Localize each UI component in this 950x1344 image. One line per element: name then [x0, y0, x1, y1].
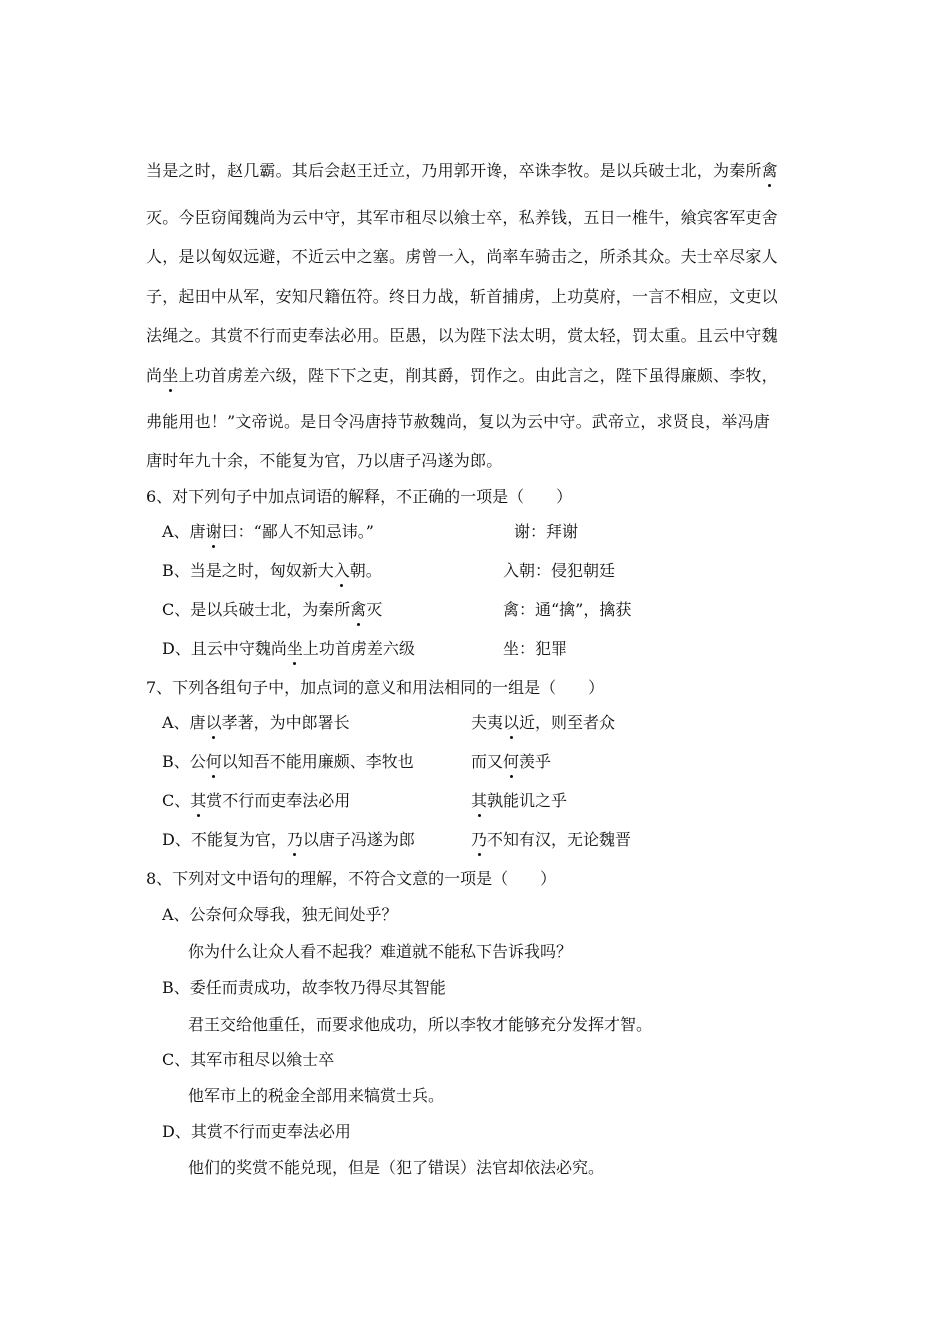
- option-b-pair: 而又何羡乎: [471, 752, 552, 771]
- emphasis-char: 何: [205, 752, 222, 771]
- option-c: C、其赏不行而吏奉法必用: [162, 791, 351, 810]
- option-b: B、当是之时，匈奴新大入朝。: [162, 561, 382, 580]
- option-a: A、公奈何众辱我，独无间处乎？: [162, 905, 398, 924]
- passage-line: 人，是以匈奴远避，不近云中之塞。虏曾一入，尚率车骑击之，所杀其众。夫士卒尽家人: [146, 247, 778, 266]
- question-stem: 8、下列对文中语句的理解，不符合文意的一项是（ ）: [146, 869, 557, 888]
- emphasis-char: 禽: [761, 161, 778, 180]
- passage-line: 法绳之。其赏不行而吏奉法必用。臣愚，以为陛下法太明，赏太轻，罚太重。且云中守魏: [146, 326, 778, 345]
- emphasis-char: 以: [205, 713, 222, 732]
- emphasis-char: 其: [471, 791, 488, 810]
- option-c: C、其军市租尽以飨士卒: [162, 1050, 335, 1069]
- passage-line: 弗能用也！”文帝说。是日令冯唐持节赦魏尚，复以为云中守。武帝立，求贤良，举冯唐: [146, 412, 770, 431]
- emphasis-char: 坐: [286, 639, 303, 658]
- passage-line: 灭。今臣窃闻魏尚为云中守，其军市租尽以飨士卒，私养钱，五日一椎牛，飨宾客军吏舍: [146, 208, 778, 227]
- emphasis-char: 以: [503, 713, 520, 732]
- passage-line: 当是之时，赵几霸。其后会赵王迁立，乃用郭开谗，卒诛李牧。是以兵破士北，为秦所禽: [146, 161, 778, 180]
- option-a-explanation: 你为什么让众人看不起我？难道就不能私下告诉我吗？: [188, 942, 573, 961]
- emphasis-char: 禽: [350, 600, 367, 619]
- option-c-pair: 其孰能讥之乎: [471, 791, 568, 810]
- option-d-explanation: 坐：犯罪: [503, 639, 568, 658]
- option-a-pair: 夫夷以近，则至者众: [471, 713, 616, 732]
- option-c-explanation: 他军市上的税金全部用来犒赏士兵。: [188, 1086, 445, 1105]
- option-c: C、是以兵破士北，为秦所禽灭: [162, 600, 383, 619]
- option-b: B、公何以知吾不能用廉颇、李牧也: [162, 752, 414, 771]
- option-d: D、且云中守魏尚坐上功首虏差六级: [162, 639, 415, 658]
- option-c-explanation: 禽：通“擒”，擒获: [503, 600, 632, 619]
- option-d-pair: 乃不知有汉，无论魏晋: [471, 830, 632, 849]
- emphasis-char: 入: [333, 561, 350, 580]
- option-d: D、不能复为官，乃以唐子冯遂为郎: [162, 830, 415, 849]
- option-b-explanation: 入朝：侵犯朝廷: [503, 561, 616, 580]
- question-stem: 6、对下列句子中加点词语的解释，不正确的一项是（ ）: [146, 487, 573, 506]
- option-b-explanation: 君王交给他重任，而要求他成功，所以李牧才能够充分发挥才智。: [188, 1015, 653, 1034]
- emphasis-char: 其: [190, 791, 207, 810]
- option-a: A、唐谢曰：“鄙人不知忌讳。”: [162, 522, 374, 541]
- option-a: A、唐以孝著，为中郎署长: [162, 713, 350, 732]
- emphasis-char: 何: [503, 752, 520, 771]
- option-d: D、其赏不行而吏奉法必用: [162, 1122, 351, 1141]
- question-stem: 7、下列各组句子中，加点词的意义和用法相同的一组是（ ）: [146, 678, 605, 697]
- option-b: B、委任而责成功，故李牧乃得尽其智能: [162, 978, 446, 997]
- option-d-explanation: 他们的奖赏不能兑现，但是（犯了错误）法官却依法必究。: [188, 1158, 605, 1177]
- emphasis-char: 乃: [471, 830, 488, 849]
- option-a-explanation: 谢：拜谢: [514, 522, 579, 541]
- emphasis-char: 坐: [162, 366, 179, 385]
- emphasis-char: 谢: [205, 522, 222, 541]
- passage-line: 子，起田中从军，安知尺籍伍符。终日力战，斩首捕虏，上功莫府，一言不相应，文吏以: [146, 287, 778, 306]
- passage-line: 唐时年九十余，不能复为官，乃以唐子冯遂为郎。: [146, 451, 503, 470]
- passage-line: 尚坐上功首虏差六级，陛下下之吏，削其爵，罚作之。由此言之，陛下虽得廉颇、李牧，: [146, 366, 778, 385]
- emphasis-char: 乃: [286, 830, 303, 849]
